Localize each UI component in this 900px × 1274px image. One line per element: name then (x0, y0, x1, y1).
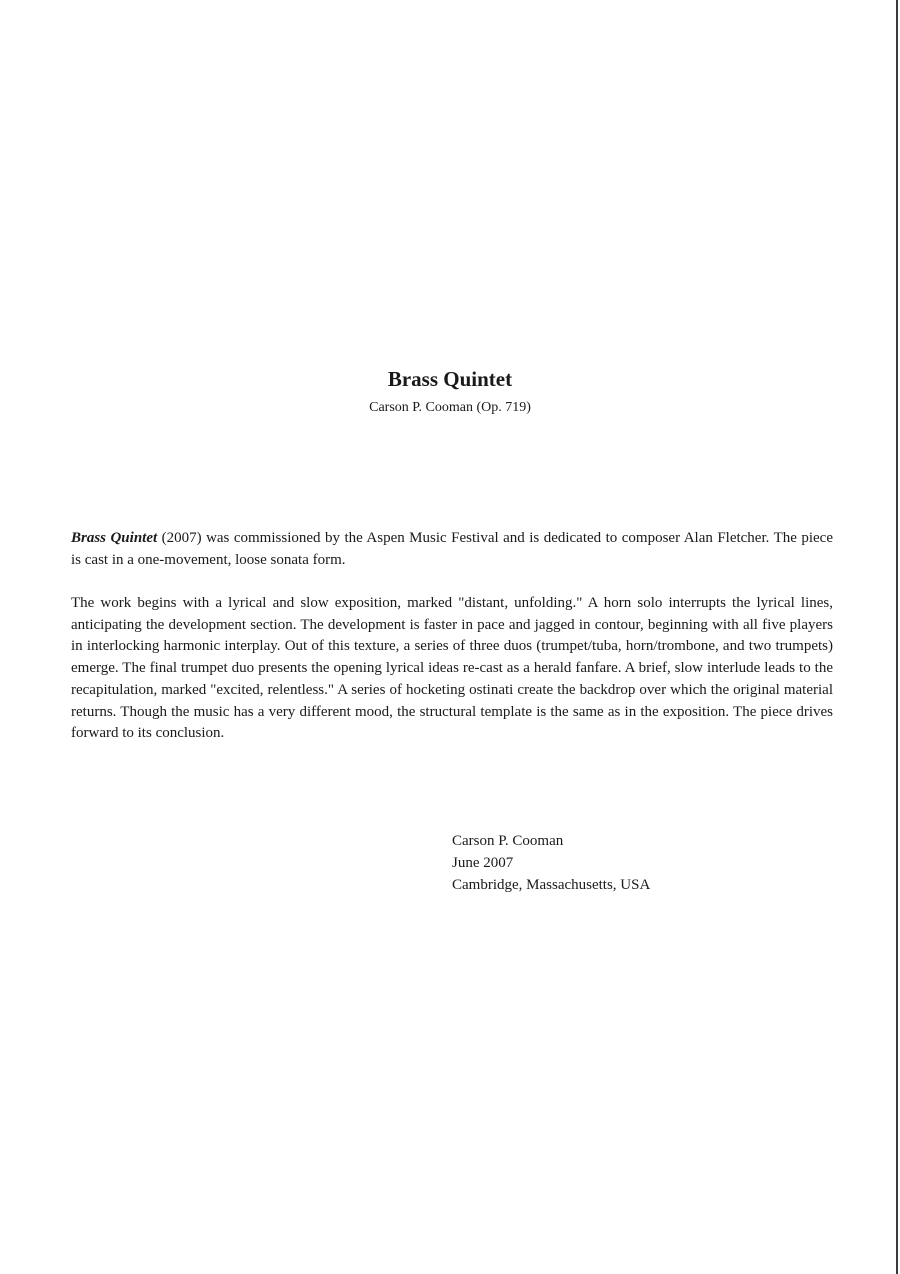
program-note-paragraph-2: The work begins with a lyrical and slow exposition, marked "distant, unfolding." A horn solo interrupts the lyrical lines, anticipating the development section. The development is faster in pace and jagged in contour, beginning with all five players in interlocking harmonic interplay. Out of this texture, a series of three duos (trumpet/tuba, horn/trombone, and two trumpets) emerge. The final trumpet duo presents the opening lyrical ideas re-cast as a herald fanfare. A brief, slow interlude leads to the recapitulation, marked "excited, relentless." A series of hocketing ostinati create the backdrop over which the original material returns. Though the music has a very different mood, the structural template is the same as in the exposition. The piece drives forward to its conclusion. (71, 595, 833, 742)
page-title: Brass Quintet (387, 367, 513, 391)
composer-subtitle: Carson P. Cooman (Op. 719) (369, 400, 531, 415)
signature-block (452, 830, 650, 896)
work-title-italic: Brass Quintet (71, 530, 158, 546)
paragraph-1-text: (2007) was commissioned by the Aspen Music Festival and is dedicated to composer Alan Fletcher. The piece is cast in a one-movement, loose sonata form. (71, 530, 833, 568)
signature-place: Cambridge, Massachusetts, USA (452, 877, 651, 893)
signature-name: Carson P. Cooman (452, 833, 564, 849)
program-note-paragraph-1 (71, 528, 833, 571)
signature-date: June 2007 (452, 855, 514, 871)
